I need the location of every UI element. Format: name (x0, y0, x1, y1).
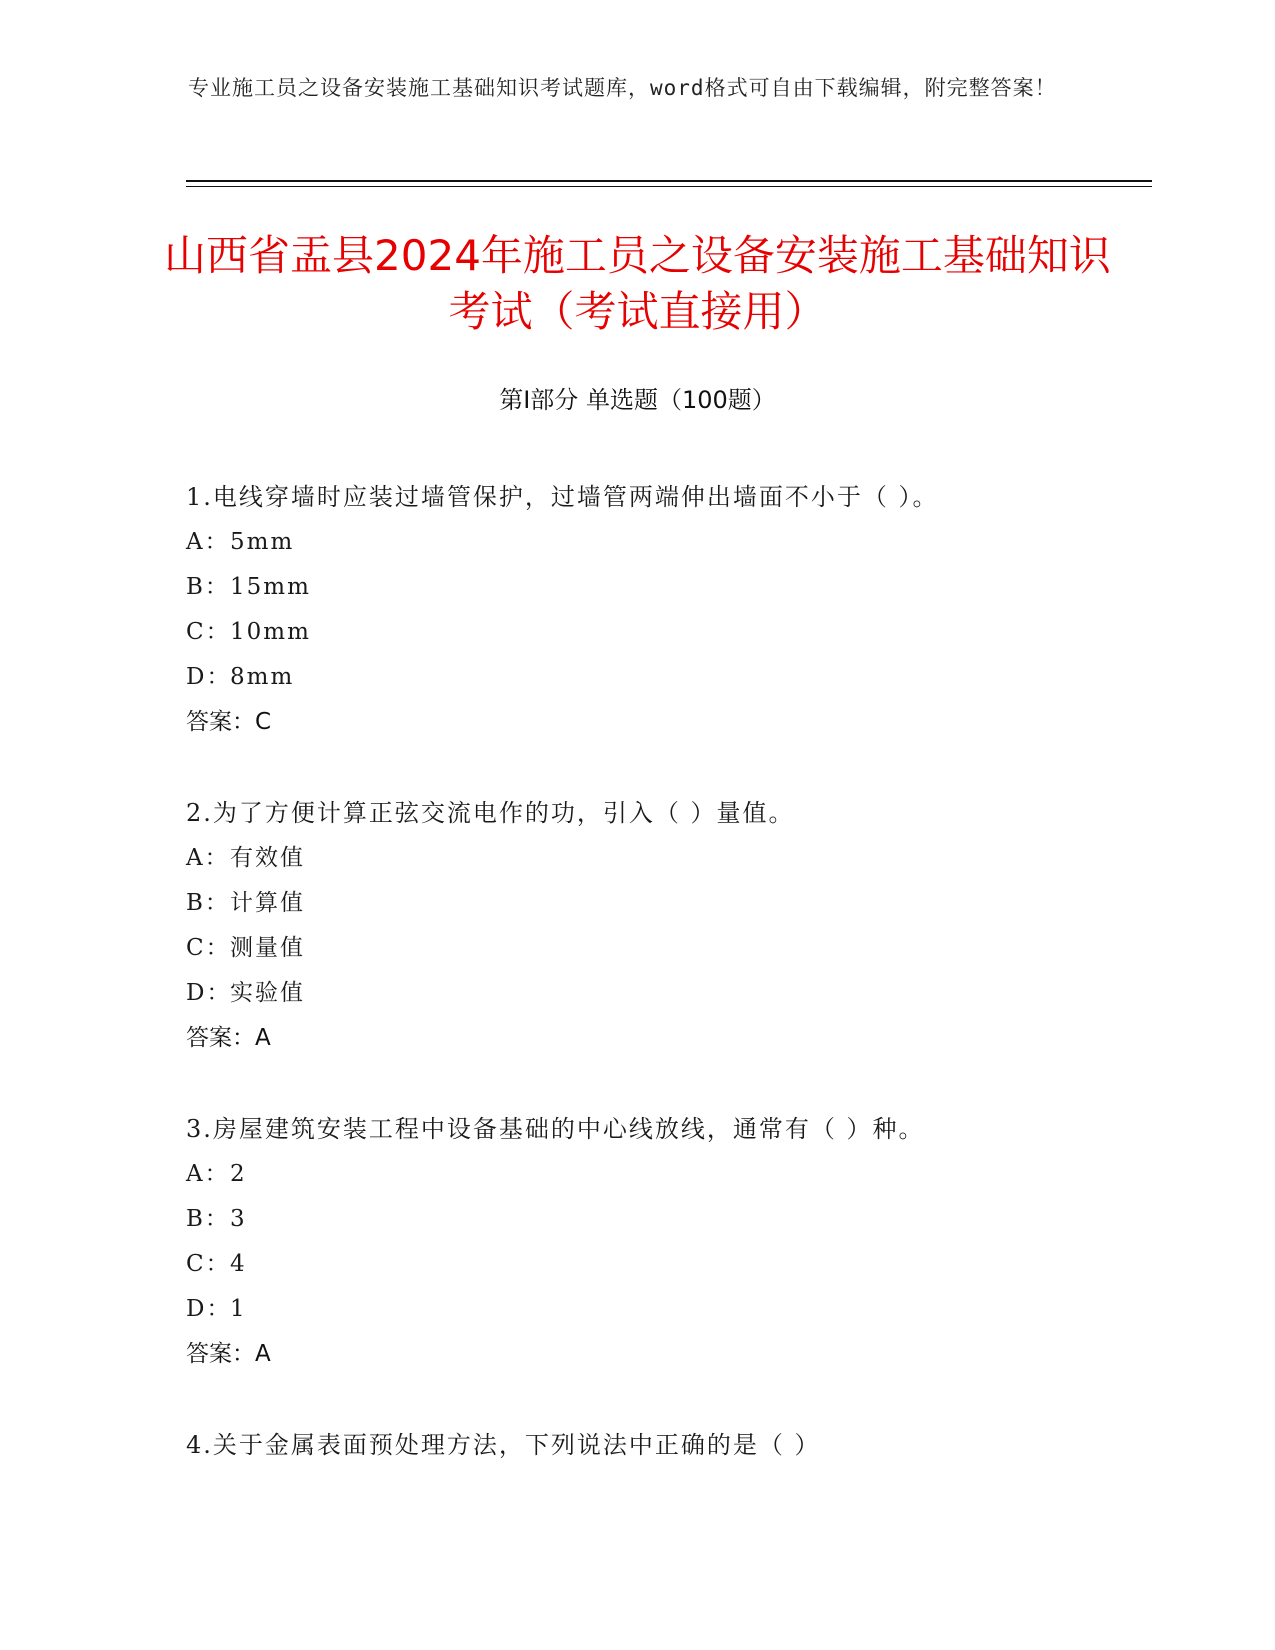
option-text: 4 (230, 1251, 247, 1277)
option-text: 计算值 (230, 890, 305, 916)
option-d (186, 971, 1146, 1016)
option-b (186, 1197, 1146, 1242)
document-title: 山西省盂县2024年施工员之设备安装施工基础知识考试（考试直接用） (164, 231, 1111, 336)
header-rule-thin (186, 186, 1152, 187)
question-list (186, 474, 1146, 1513)
option-key: A： (186, 1161, 230, 1187)
option-text: 实验值 (230, 980, 305, 1006)
option-d (186, 1287, 1146, 1332)
option-key: C： (186, 1251, 231, 1277)
option-text: 15mm (230, 574, 311, 600)
question-4 (186, 1422, 1146, 1468)
question-stem: 1.电线穿墙时应装过墙管保护，过墙管两端伸出墙面不小于（ ）。 (186, 483, 939, 511)
option-key: D： (186, 1296, 232, 1322)
option-a (186, 1152, 1146, 1197)
option-key: C： (186, 619, 231, 645)
question-stem: 2.为了方便计算正弦交流电作的功，引入（ ）量值。 (186, 799, 795, 827)
option-key: B： (186, 574, 230, 600)
question-2 (186, 790, 1146, 1061)
option-key: B： (186, 1206, 230, 1232)
option-text: 1 (230, 1296, 247, 1322)
header-note: 专业施工员之设备安装施工基础知识考试题库，word格式可自由下载编辑，附完整答案！ (188, 76, 1057, 100)
option-c (186, 1242, 1146, 1287)
answer-line: 答案：A (186, 1341, 271, 1367)
question-stem: 3.房屋建筑安装工程中设备基础的中心线放线，通常有（ ）种。 (186, 1115, 925, 1143)
section-heading: 第Ⅰ部分 单选题（100题） (499, 386, 776, 414)
option-a (186, 520, 1146, 565)
question-1 (186, 474, 1146, 745)
option-text: 3 (230, 1206, 247, 1232)
option-c (186, 926, 1146, 971)
option-text: 10mm (230, 619, 311, 645)
option-key: C： (186, 935, 231, 961)
header-rule-thick (186, 180, 1152, 182)
option-key: D： (186, 980, 232, 1006)
question-3 (186, 1106, 1146, 1377)
option-text: 有效值 (230, 845, 305, 871)
option-d (186, 655, 1146, 700)
option-b (186, 881, 1146, 926)
option-a (186, 836, 1146, 881)
option-text: 8mm (230, 664, 295, 690)
option-text: 5mm (230, 529, 295, 555)
option-text: 2 (230, 1161, 247, 1187)
option-key: A： (186, 529, 230, 555)
answer-line: 答案：A (186, 1025, 271, 1051)
option-key: A： (186, 845, 230, 871)
option-key: D： (186, 664, 232, 690)
answer-line: 答案：C (186, 709, 272, 735)
option-c (186, 610, 1146, 655)
option-b (186, 565, 1146, 610)
question-stem: 4.关于金属表面预处理方法，下列说法中正确的是（ ） (186, 1431, 821, 1459)
option-text: 测量值 (230, 935, 305, 961)
option-key: B： (186, 890, 230, 916)
